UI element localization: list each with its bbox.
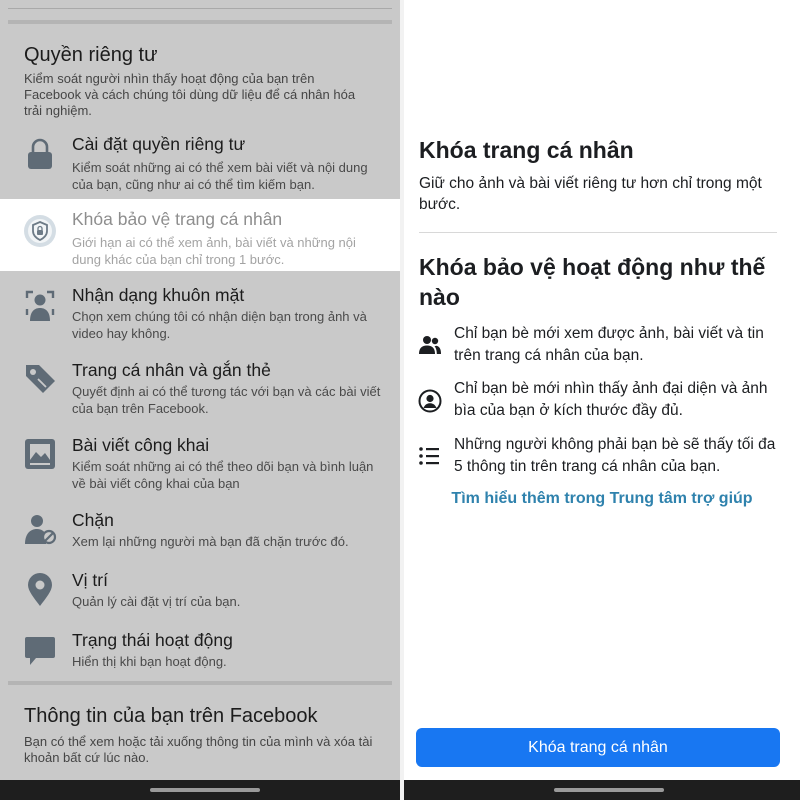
- menu-item-description: Giới hạn ai có thể xem ảnh, bài viết và những nội dung khác của bạn chỉ trong 1 bước.: [72, 235, 356, 267]
- menu-item-title: Trạng thái hoạt động: [72, 630, 233, 650]
- feature-text: Chỉ bạn bè mới xem được ảnh, bài viết và tin trên trang cá nhân của bạn.: [454, 325, 764, 364]
- menu-item-face-recognition[interactable]: [0, 273, 400, 347]
- feature-item: [404, 378, 800, 424]
- list-icon: [418, 444, 442, 468]
- how-it-works-title: Khóa bảo vệ hoạt động như thế nào: [419, 254, 766, 310]
- your-info-section-title: Thông tin của bạn trên Facebook: [24, 705, 318, 727]
- menu-item-description: Hiển thị khi bạn hoạt động.: [72, 654, 227, 669]
- menu-item-title: Nhận dạng khuôn mặt: [72, 285, 245, 305]
- profile-circle-icon: [418, 389, 442, 413]
- menu-item-blocking[interactable]: [0, 498, 400, 558]
- feature-text: Chỉ bạn bè mới nhìn thấy ảnh đại diện và ảnh bìa của bạn ở kích thước đầy đủ.: [454, 380, 768, 419]
- menu-item-title: Bài viết công khai: [72, 435, 210, 455]
- menu-item-title: Khóa bảo vệ trang cá nhân: [72, 209, 283, 229]
- home-indicator[interactable]: [554, 788, 664, 792]
- menu-item-description: Kiểm soát những ai có thể xem bài viết và nội dung của bạn, cũng như ai có thể tìm kiếm bạn.: [72, 160, 368, 192]
- menu-item-description: Quản lý cài đặt vị trí của bạn.: [72, 594, 241, 609]
- feature-item: [404, 323, 800, 369]
- block-user-icon: [22, 511, 58, 547]
- privacy-section-description: Kiểm soát người nhìn thấy hoạt động của bạn trên Facebook và cách chúng tôi dùng dữ liệu để cá nhân hóa trải nghiệm.: [24, 71, 356, 118]
- location-pin-icon: [22, 571, 58, 607]
- system-nav-bar: [404, 780, 800, 800]
- menu-item-public-posts[interactable]: [0, 423, 400, 497]
- lock-profile-button[interactable]: Khóa trang cá nhân: [416, 728, 780, 767]
- menu-item-description: Chọn xem chúng tôi có nhận diện bạn trong ảnh và video hay không.: [72, 309, 367, 341]
- menu-item-profile-lock[interactable]: [0, 199, 400, 271]
- privacy-section-title: Quyền riêng tư: [24, 44, 158, 66]
- lock-icon: [22, 136, 58, 172]
- section-divider: [8, 20, 392, 24]
- menu-item-description: Kiểm soát những ai có thể theo dõi bạn và bình luận về bài viết công khai của bạn: [72, 459, 374, 491]
- menu-item-description: Xem lại những người mà bạn đã chặn trước đó.: [72, 534, 349, 549]
- system-nav-bar: [0, 780, 400, 800]
- menu-item-description: Quyết định ai có thể tương tác với bạn và các bài viết của bạn trên Facebook.: [72, 384, 381, 416]
- help-center-link[interactable]: Tìm hiểu thêm trong Trung tâm trợ giúp: [451, 490, 753, 507]
- top-divider: [8, 8, 392, 9]
- public-post-icon: [22, 436, 58, 472]
- face-recognition-icon: [22, 287, 58, 323]
- shield-lock-icon: [22, 213, 58, 249]
- menu-item-location[interactable]: [0, 558, 400, 618]
- lock-profile-description: Giữ cho ảnh và bài viết riêng tư hơn chỉ trong một bước.: [419, 175, 762, 213]
- lock-profile-panel: [404, 0, 800, 800]
- menu-item-active-status[interactable]: [0, 618, 400, 678]
- menu-item-title: Vị trí: [72, 570, 108, 590]
- menu-item-profile-tagging[interactable]: [0, 348, 400, 422]
- menu-item-title: Cài đặt quyền riêng tư: [72, 134, 246, 154]
- feature-item: [404, 434, 800, 480]
- tag-icon: [22, 360, 58, 396]
- friends-icon: [418, 333, 442, 357]
- section-divider: [8, 681, 392, 685]
- feature-text: Những người không phải bạn bè sẽ thấy tối đa 5 thông tin trên trang cá nhân của bạn.: [454, 436, 776, 475]
- menu-item-title: Trang cá nhân và gắn thẻ: [72, 360, 271, 380]
- your-info-section-description: Bạn có thể xem hoặc tải xuống thông tin của mình và xóa tài khoản bất cứ lúc nào.: [24, 734, 373, 765]
- lock-profile-title: Khóa trang cá nhân: [419, 137, 634, 163]
- divider: [419, 232, 777, 233]
- home-indicator[interactable]: [150, 788, 260, 792]
- menu-item-title: Chặn: [72, 510, 114, 530]
- chat-bubble-icon: [22, 632, 58, 668]
- menu-item-privacy-settings[interactable]: [0, 124, 400, 198]
